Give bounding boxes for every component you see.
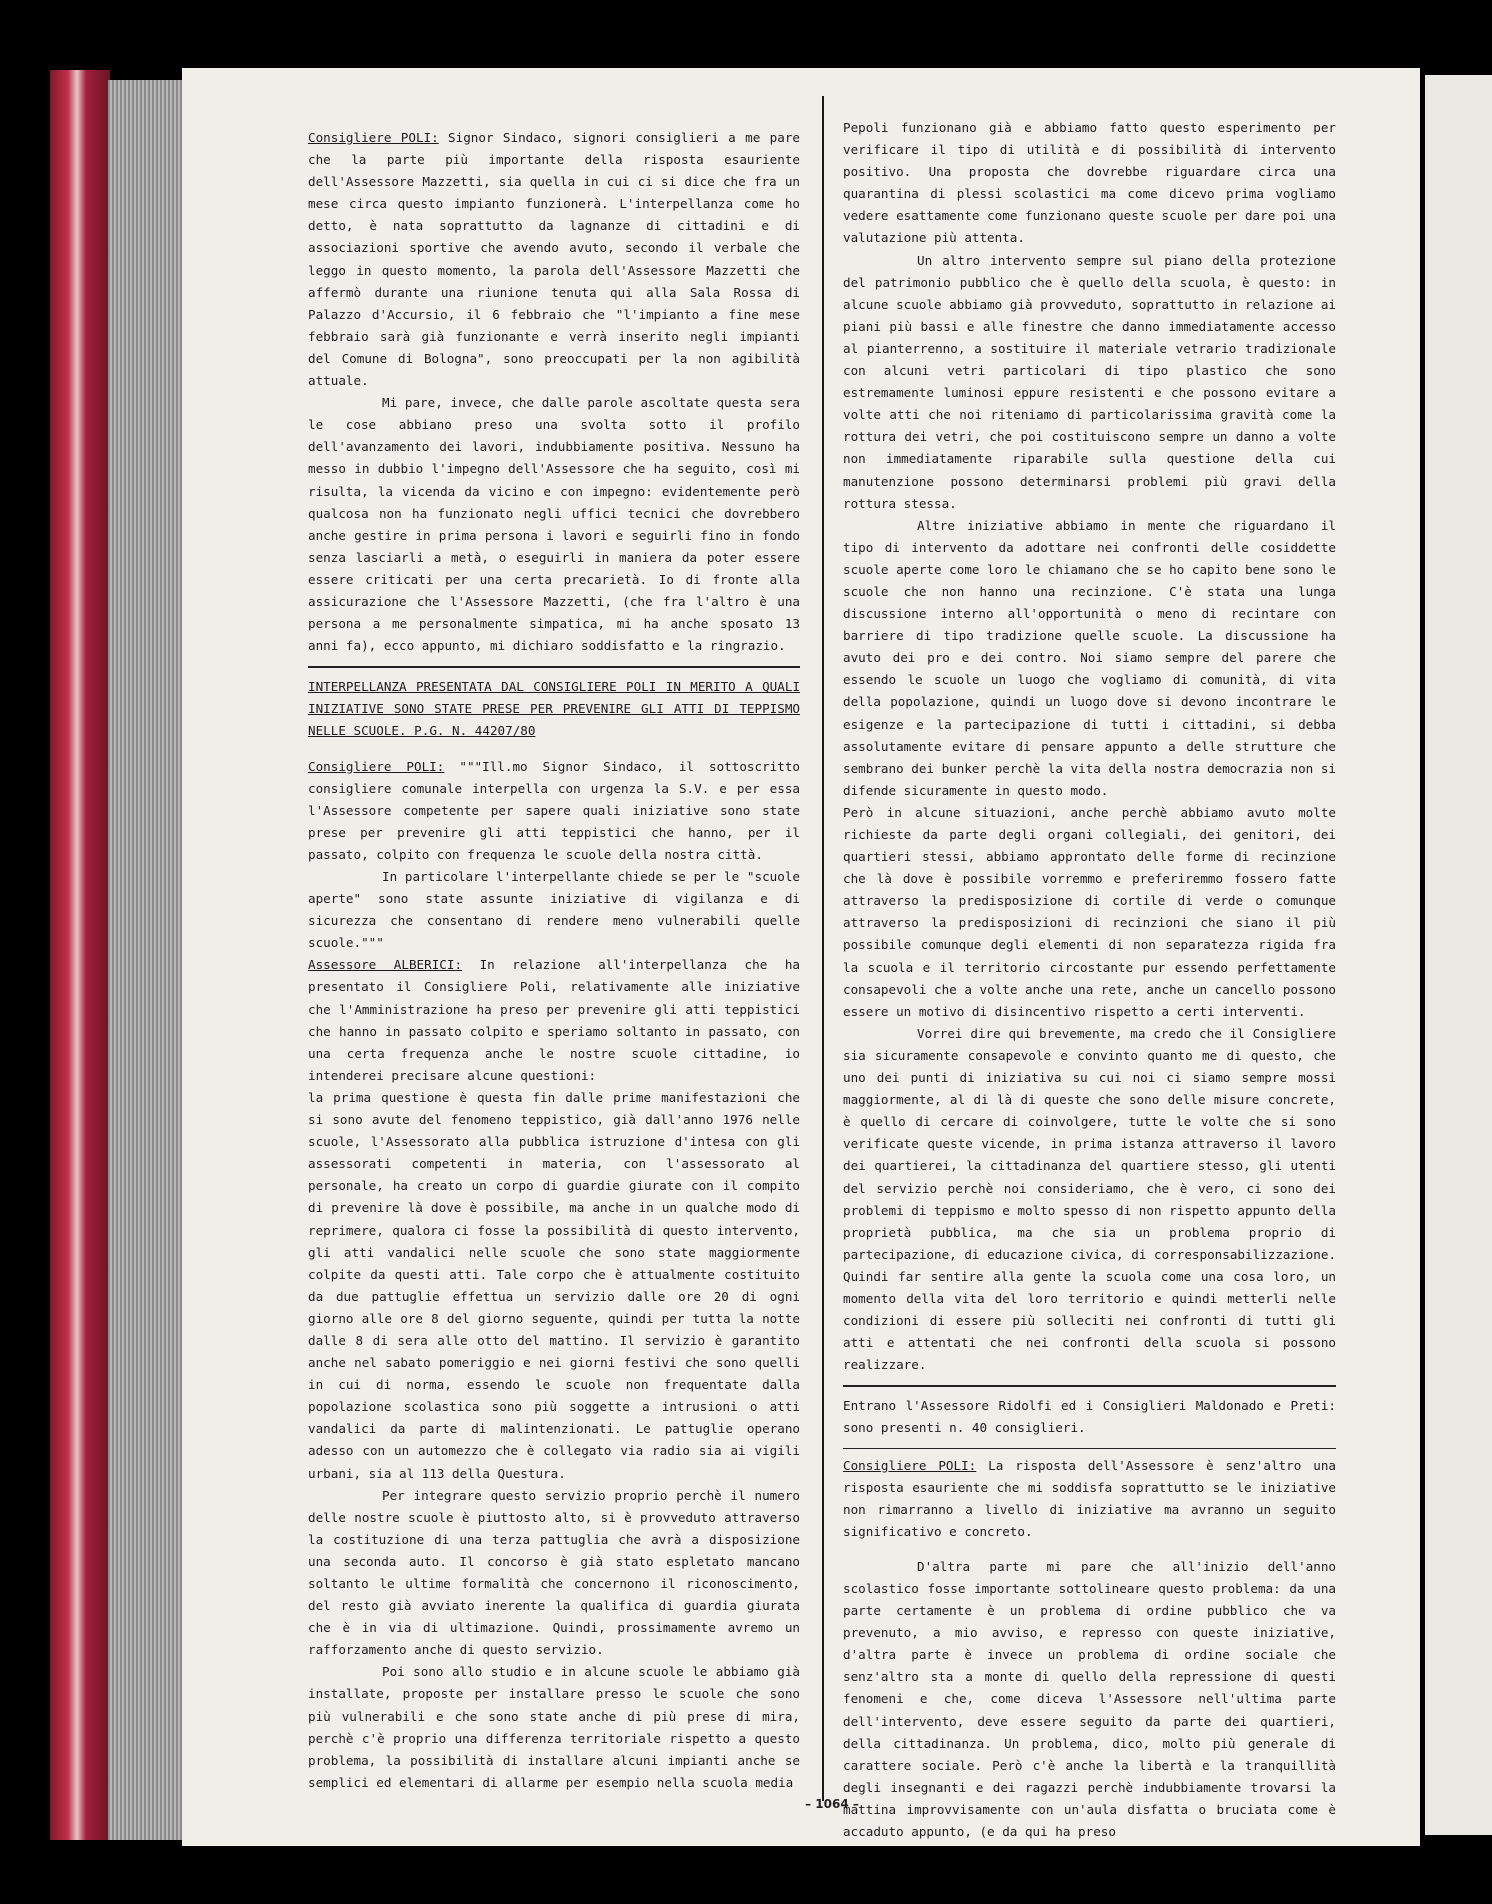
speaker-label: Consigliere POLI:	[308, 758, 445, 774]
paragraph	[308, 676, 800, 742]
paragraph-text: Un altro intervento sempre sul piano della protezione del patrimonio pubblico che è quello della scuola, è questo: in alcune scuole abbiamo già provveduto, soprattutto in relazione ai piani più bassi e alle finestre che danno immediatamente accesso al pianterrenno, a sostituire il materiale vetrario tradizionale con alcuni vetri particolari di tipo plastico che sono estremamente luminosi eppure resistenti e che possono evitare a volte atti che noi riteniamo di particolarissima gravità come la rottura dei vetri, che poi costituiscono sempre un danno a volte non immediatamente riparabile sulla questione della cui manutenzione possono determinarsi problemi più gravi della rottura stessa.	[843, 252, 1336, 511]
paragraph-text: Entrano l'Assessore Ridolfi ed i Consiglieri Maldonado e Preti: sono presenti n. 40 consiglieri.	[843, 1398, 1336, 1436]
paragraph	[843, 515, 1336, 802]
paragraph	[308, 1661, 800, 1794]
section-divider	[843, 1448, 1336, 1449]
paragraph	[308, 392, 800, 657]
paragraph	[308, 866, 800, 954]
paragraph	[843, 1395, 1336, 1439]
paragraph-text: La risposta dell'Assessore è senz'altro una risposta esauriente che mi soddisfa soprattutto se le iniziative non rimarranno a livello di iniziative ma avranno un seguito significativo e concreto.	[843, 1457, 1336, 1539]
next-page-edge	[1425, 75, 1492, 1835]
paragraph	[843, 1023, 1336, 1377]
paragraph	[308, 954, 800, 1087]
page-number: – 1064 –	[805, 1797, 859, 1811]
column-divider	[822, 96, 824, 1801]
paragraph	[308, 1087, 800, 1485]
paragraph-text: Poi sono allo studio e in alcune scuole le abbiamo già installate, proposte per installare presso le scuole che sono più vulnerabili e che sono state anche di più prese di mira, perchè c'è proprio una differenza territoriale rispetto a questo problema, la possibilità di installare alcuni impianti anche se semplici ed elementari di allarme per esempio nella scuola media	[308, 1664, 800, 1790]
paragraph	[308, 1485, 800, 1662]
paragraph	[843, 1455, 1336, 1543]
paragraph-text: Signor Sindaco, signori consiglieri a me pare che la parte più importante della risposta esauriente dell'Assessore Mazzetti, sia quella in cui ci si dice che fra un mese circa questo impianto funzionerà. L'interpellanza come ho detto, è nata soprattutto da lagnanze di cittadini e di associazioni sportive che avendo avuto, secondo il verbale che leggo in questo momento, la parola dell'Assessore Mazzetti che affermò durante una riunione tenuta qui alla Sala Rossa di Palazzo d'Accursio, il 6 febbraio che "l'impianto a fine mese febbraio sarà già funzionante e verrà inserito negli impianti del Comune di Bologna", sono preoccupati per la non agibilità attuale.	[308, 130, 800, 389]
paragraph	[308, 127, 800, 392]
speaker-label: Consigliere POLI:	[843, 1457, 977, 1473]
paragraph-text: Pepoli funzionano già e abbiamo fatto questo esperimento per verificare il tipo di utilità e di possibilità di intervento positivo. Una proposta che dovrebbe riguardare circa una quarantina di plessi scolastici ma come dicevo prima vogliamo vedere esattamente come funzionano queste scuole per dare poi una valutazione più attenta.	[843, 120, 1336, 246]
paragraph-gap	[308, 743, 800, 756]
paragraph	[308, 756, 800, 866]
paragraph	[843, 1556, 1336, 1843]
paragraph-text: Però in alcune situazioni, anche perchè abbiamo avuto molte richieste da parte degli organi collegiali, dei genitori, dei quartieri stessi, abbiamo approntato delle forme di recinzione che là dove è possibile vorremmo e preferiremmo fossero fatte attraverso la predisposizione di cortile di verde o comunque attraverso la predisposizioni di recinzioni che siano il più possibile comunque degli elementi di non separatezza rigida fra la scuola e il territorio circostante pur essendo perfettamente consapevoli che a volte anche una rete, anche un cancello possono essere un motivo di disincentivo rispetto a certi interventi.	[843, 804, 1336, 1019]
page-stack	[108, 80, 183, 1840]
section-divider	[308, 666, 800, 668]
paragraph-text: D'altra parte mi pare che all'inizio dell'anno scolastico fosse importante sottolineare questo problema: da una parte certamente è un problema di ordine pubblico che va prevenuto, a mio avviso, e represso con queste iniziative, d'altra parte è invece un problema di ordine sociale che senz'altro sta a monte di quello della repressione di questi fenomeni e che, come diceva l'Assessore nell'ultima parte dell'intervento, deve essere seguito da parte dei quartieri, della cittadinanza. Un problema, dico, molto più generale di carattere sociale. Però c'è anche la libertà e la tranquillità degli insegnanti e dei ragazzi perchè indubbiamente trovarsi la mattina improvvisamente con un'aula disfatta o bruciata come è accaduto appunto, (e da qui ha preso	[843, 1558, 1336, 1840]
speaker-label: INTERPELLANZA PRESENTATA DAL CONSIGLIERE POLI IN MERITO A QUALI INIZIATIVE SONO STATE PRESE PER PREVENIRE GLI ATTI DI TEPPISMO NELLE SCUOLE. P.G. N. 44207/80	[308, 679, 800, 739]
paragraph	[843, 117, 1336, 250]
speaker-label: Assessore ALBERICI:	[308, 957, 463, 973]
paragraph-gap	[843, 1543, 1336, 1556]
paragraph-text: Per integrare questo servizio proprio perchè il numero delle nostre scuole è piuttosto alto, si è provveduto attraverso la costituzione di una terza pattuglia che avrà a disposizione una seconda auto. Il concorso è già stato espletato mancano soltanto le ultime formalità che concernono il riconoscimento, del resto già avviato inerente la qualifica di guardia giurata che è in via di ultimazione. Quindi, prossimamente avremo un rafforzamento anche di questo servizio.	[308, 1487, 800, 1658]
paragraph-text: la prima questione è questa fin dalle prime manifestazioni che si sono avute del fenomeno teppistico, già dall'anno 1976 nelle scuole, l'Assessorato alla pubblica istruzione d'intesa con gli assessorati competenti in materia, con l'assessorato al personale, ha creato un corpo di guardie giurate con il compito di prevenire là dove è possibile, ma anche in un qualche modo di reprimere, qualora ci fosse la possibilità di questo intervento, gli atti vandalici nelle scuole che sono state maggiormente colpite da questi atti. Tale corpo che è attualmente costituito da due pattuglie effettua un servizio dalle ore 20 di ogni giorno alle ore 8 del giorno seguente, quindi per tutta la notte dalle 8 di sera alle otto del mattino. Il servizio è garantito anche nel sabato pomeriggio e nei giorni festivi che sono quelli in cui di norma, essendo le scuole non frequentate dalla popolazione scolastica sono più soggette a intrusioni o atti vandalici da parte di malintenzionati. Le pattuglie operano adesso con un automezzo che è collegato via radio sia ai vigili urbani, sia al 113 della Questura.	[308, 1089, 800, 1481]
right-column	[843, 117, 1336, 1843]
paragraph	[843, 250, 1336, 515]
paragraph-text: Vorrei dire qui brevemente, ma credo che il Consigliere sia sicuramente consapevole e convinto quanto me di questo, che uno dei punti di iniziativa su cui noi ci siamo sempre mossi maggiormente, al di là di queste che sono delle misure concrete, è quello di cercare di coinvolgere, tutte le volte che si sono verificate queste vicende, in prima istanza attraverso il lavoro dei quartierei, la cittadinanza del quartiere stesso, gli utenti del servizio perchè noi consideriamo, che è vero, ci sono dei problemi di teppismo e molto spesso di non rispetto appunto della proprietà pubblica, ma che sia un problema proprio di partecipazione, di educazione civica, di corresponsabilizzazione. Quindi far sentire alla gente la scuola come una cosa loro, un momento della vita del loro territorio e quindi metterli nelle condizioni di essere più solleciti nei confronti di tutti gli atti e attentati che nei confronti della scuola si possono realizzare.	[843, 1025, 1336, 1373]
left-column	[308, 127, 800, 1794]
paragraph	[843, 802, 1336, 1023]
paragraph-text: """Ill.mo Signor Sindaco, il sottoscritto consigliere comunale interpella con urgenza la S.V. e per essa l'Assessore competente per sapere quali iniziative sono state prese per prevenire gli atti teppistici che hanno, per il passato, colpito con frequenza le scuole della nostra città.	[308, 758, 800, 862]
paragraph-text: Altre iniziative abbiamo in mente che riguardano il tipo di intervento da adottare nei confronti delle cosiddette scuole aperte come loro le chiamano che se ho capito bene sono le scuole che non hanno una recinzione. C'è stata una lunga discussione interno all'opportunità o meno di recintare con barriere di tipo tradizione quelle scuole. La discussione ha avuto dei pro e dei contro. Noi siamo sempre del parere che essendo le scuole un luogo che vogliamo di comunità, di vita della popolazione, quindi un luogo dove si devono incontrare le esigenze e la partecipazione di tutti i cittadini, si debba assolutamente evitare di pensare appunto a delle strutture che sembrano dei bunker perchè la vita della nostra democrazia non si difende sicuramente in questo modo.	[843, 517, 1336, 798]
paragraph-text: In particolare l'interpellante chiede se per le "scuole aperte" sono state assunte iniziative di vigilanza e di sicurezza che consentano di rendere meno vulnerabili quelle scuole."""	[308, 869, 800, 951]
paragraph-text: In relazione all'interpellanza che ha presentato il Consigliere Poli, relativamente alle iniziative che l'Amministrazione ha preso per prevenire gli atti teppistici che hanno in passato colpito e speriamo soltanto in passato, con una certa frequenza anche le nostre scuole cittadine, io intenderei precisare alcune questioni:	[308, 957, 800, 1083]
paragraph-text: Mi pare, invece, che dalle parole ascoltate questa sera le cose abbiano preso una svolta sotto il profilo dell'avanzamento dei lavori, indubbiamente positiva. Nessuno ha messo in dubbio l'impegno dell'Assessore che ha seguito, così mi risulta, la vicenda da vicino e con impegno: evidentemente però qualcosa non ha funzionato negli uffici tecnici che dovrebbero anche gestire in prima persona i lavori e seguirli fino in fondo senza lasciarli a metà, o eseguirli in maniera da poter essere essere criticati per una certa precarietà. Io di fronte alla assicurazione che l'Assessore Mazzetti, (che fra l'altro è una persona a me personalmente simpatica, mi ha anche sposato 13 anni fa), ecco appunto, mi dichiaro soddisfatto e la ringrazio.	[308, 395, 800, 654]
section-divider	[843, 1385, 1336, 1387]
book-edge	[50, 70, 110, 1840]
speaker-label: Consigliere POLI:	[308, 130, 439, 145]
